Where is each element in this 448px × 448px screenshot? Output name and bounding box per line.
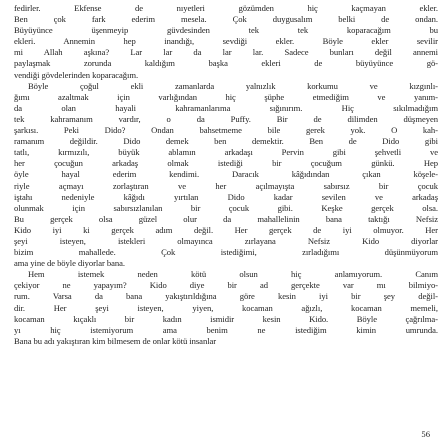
text-line: Ben çok fark ederim mesela. Çok duygusalım belki de ondan. (14, 14, 438, 25)
text-line: tek kahramanım vardır, o da Puffy. Bir de dilimden düşmeyen (14, 113, 438, 124)
text-line: her çocuğun arkadaş olmak istediği bir çocuğum günkü. Hep (14, 158, 438, 169)
text-line: iştahı nedeniyle kâğıdı yırtılan Dido kadar sevilen ve arkadaş (14, 191, 438, 202)
text-line: tatlı, kırmızılı, büyük ablamın arkadaşı Pervin gibi şehvetli ve (14, 147, 438, 158)
text-line: Bu gerçek olsa güzel olur da mahallelinin bana taktığı Nefsiz (14, 213, 438, 224)
text-line: kocaman kıçaklı bir kadın ismidir kesin Kido. Böyle çağrılma- (14, 313, 438, 324)
text-line: fedirler. Ekfense de nıyetleri gözümden hiç kaçmayan ekler. (14, 3, 438, 13)
document-page (14, 3, 438, 443)
text-line: riyle açmayı zorlaştıran ve her açılmayışta sabırsız bir çocuk (14, 180, 438, 191)
text-line: çekiyor ne yapayım? Kido diye bir ad gerçekte var mı bilmiyo- (14, 280, 438, 291)
text-line: ama yine de böyle diyorlar bana. (14, 258, 126, 269)
text-line: öyle hayal ederim kendimi. Daracık kâğıdından çıkan köşele- (14, 169, 438, 180)
text-line: olunmak için sabırsızlanılan bir çocuk gibi. Keşke gerçek olsa. (14, 202, 438, 213)
text-line: ramanım değildir. Dido demek ben demektir. Ben de Dido gibi (14, 136, 438, 147)
text-line: paylaşmak zorunda kaldığım başka ekleri de büyüyünce gö- (14, 58, 438, 69)
text-line: Bana bu adı yakıştıran kim bilmesem de onlar kötü insanlar (14, 335, 217, 346)
text-line: ekleri. Annemin hep inandığı, sevdiği ekler. Böyle ekler sevilir (14, 36, 438, 47)
text-line: ğımı azaltmak için varlığından hiç şüphe etmediğim ve yanım- (14, 91, 438, 102)
text-line: vendiği gövdelerinden koparacağım. (14, 69, 139, 80)
text-line: Büyüyünce üşenmeyip güvdesinden tek tek koparacağım bu (14, 25, 438, 36)
text-line: şarkısı. Peki Dido? Ondan bahsetmeme bile gerek yok. O kah- (14, 125, 438, 136)
text-line: mi Allah aşkına? Lar lar da lar lar. Sadece bunları değil annemi (14, 47, 438, 58)
text-line: Hem istemek neden kötü olsun hiç anlamıyorum. Canım (28, 269, 438, 280)
text-line: Kido iyi ki gerçek adım değil. Her gerçek de iyi olmuyor. Her (14, 224, 438, 235)
text-line: Böyle çoğul ekli zamanlarda yalnızlık korkumu ve kızgınlı- (28, 80, 438, 91)
page-number: 56 (421, 429, 430, 439)
text-line: rum. Varsa da bana yakıştırıldığına göre kesin iyi bir şey değil- (14, 291, 438, 302)
text-line: bizim mahallede. Çok istediğimi, zırladığımı düşünmüyorum (14, 247, 438, 258)
text-line: da olan hayali kahramanlarıma sığınırım. Hiç sıkılmadığım (14, 102, 438, 113)
text-line: yı hiç istemiyorum ama benim ne istediğim kimin umrunda. (14, 324, 438, 335)
text-line: dir. Her şeyi isteyen, yiyen, kocaman ağızlı, kocaman memeli, (14, 302, 438, 313)
body-text (14, 3, 438, 347)
text-line: şeyi isteyen, istekleri olmayınca zırlayana Nefsiz Kido diyorlar (14, 235, 438, 246)
